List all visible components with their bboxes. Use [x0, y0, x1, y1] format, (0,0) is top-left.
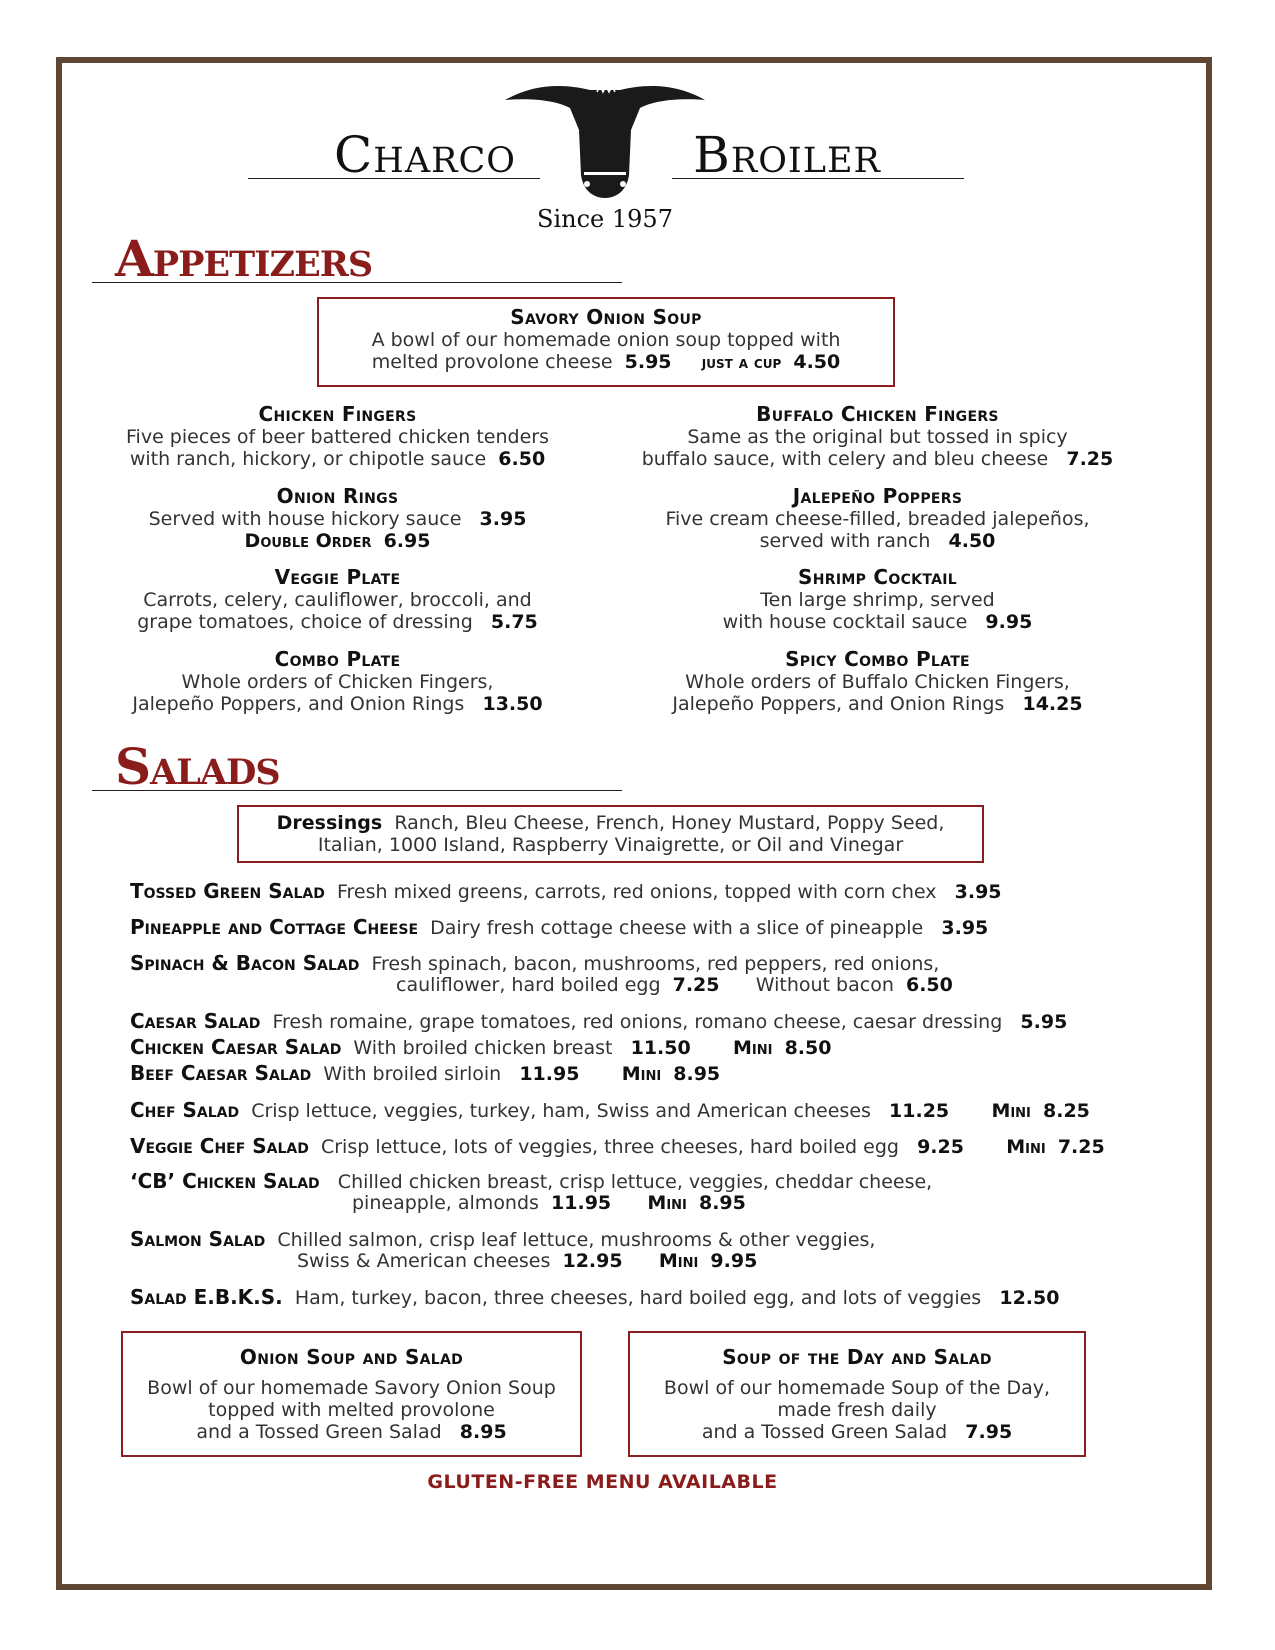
- combo-name: Soup of the Day and Salad: [722, 1345, 992, 1369]
- item-price: 7.25: [1066, 448, 1114, 470]
- item-price: 4.50: [948, 530, 996, 552]
- item-desc: grape tomatoes, choice of dressing 5.75: [137, 611, 538, 633]
- since-text: Since 1957: [537, 205, 673, 233]
- item-desc: Jalepeño Poppers, and Onion Rings 14.25: [672, 693, 1083, 715]
- cup-label: just a cup: [701, 353, 782, 373]
- combo-desc: topped with melted provolone: [208, 1399, 495, 1421]
- dressings-label: Dressings: [276, 812, 383, 834]
- soup-of-day-salad-box: [628, 1331, 1086, 1457]
- salad-row: Tossed Green Salad Fresh mixed greens, carrots, red onions, topped with corn chex 3.95: [130, 879, 1002, 903]
- item-price: 3.95: [479, 508, 527, 530]
- cup-price: 4.50: [793, 351, 841, 373]
- appetizers-heading: Appetizers: [115, 229, 373, 288]
- gluten-free-note: GLUTEN-FREE MENU AVAILABLE: [427, 1471, 778, 1493]
- item-desc: Served with house hickory sauce 3.95: [148, 508, 527, 530]
- item-price: 5.75: [490, 611, 538, 633]
- item-desc: Jalepeño Poppers, and Onion Rings 13.50: [132, 693, 543, 715]
- salads-rule: [92, 790, 622, 791]
- salad-row-cont: Swiss & American cheeses 12.95 Mini 9.95: [297, 1250, 758, 1272]
- item-desc: Five pieces of beer battered chicken tenders: [126, 426, 549, 448]
- item-price: 14.25: [1022, 693, 1083, 715]
- salad-row: Spinach & Bacon Salad Fresh spinach, bacon, mushrooms, red peppers, red onions,: [130, 951, 940, 975]
- item-desc: Ten large shrimp, served: [760, 589, 995, 611]
- item-name: Shrimp Cocktail: [798, 565, 957, 589]
- item-name: Combo Plate: [274, 647, 401, 671]
- salad-row: Veggie Chef Salad Crisp lettuce, lots of veggies, three cheeses, hard boiled egg 9.25 Mini 7.25: [130, 1134, 1105, 1158]
- dressings-line-1: Dressings Ranch, Bleu Cheese, French, Honey Mustard, Poppy Seed,: [276, 812, 945, 834]
- salads-heading: Salads: [115, 737, 280, 796]
- spicy-combo-item: [620, 647, 1135, 715]
- combo-desc: made fresh daily: [777, 1399, 937, 1421]
- appetizers-rule: [92, 282, 622, 283]
- salad-row: Chef Salad Crisp lettuce, veggies, turkey, ham, Swiss and American cheeses 11.25 Mini 8.25: [130, 1098, 1090, 1122]
- featured-box: [317, 297, 895, 387]
- brand-left: Charco: [334, 126, 516, 184]
- salad-row: Caesar Salad Fresh romaine, grape tomatoes, red onions, romano cheese, caesar dressing 5.95: [130, 1009, 1068, 1033]
- item-desc: with ranch, hickory, or chipotle sauce 6.50: [129, 448, 546, 470]
- brand-left-rule: [248, 178, 540, 179]
- combo-name: Onion Soup and Salad: [239, 1345, 464, 1369]
- brand-right-rule: [672, 178, 964, 179]
- combo-plate-item: [90, 647, 585, 715]
- onion-rings-item: [90, 484, 585, 552]
- item-price: 9.95: [985, 611, 1033, 633]
- brand-right: Broiler: [693, 126, 881, 184]
- salad-row-cont: pineapple, almonds 11.95 Mini 8.95: [352, 1192, 746, 1214]
- featured-price: 5.95: [624, 351, 672, 373]
- dressings-line-2: Italian, 1000 Island, Raspberry Vinaigrette, or Oil and Vinegar: [317, 834, 904, 856]
- item-desc: Carrots, celery, cauliflower, broccoli, and: [143, 589, 532, 611]
- combo-desc: Bowl of our homemade Soup of the Day,: [663, 1377, 1051, 1399]
- featured-desc-2: melted provolone cheese 5.95 just a cup 4.50: [371, 351, 841, 373]
- chicken-fingers-item: [90, 402, 585, 470]
- combo-desc: Bowl of our homemade Savory Onion Soup: [147, 1377, 556, 1399]
- combo-price: 7.95: [965, 1421, 1013, 1443]
- dressings-box: [237, 805, 984, 863]
- salad-row-cont: cauliflower, hard boiled egg 7.25 Without bacon 6.50: [396, 974, 953, 996]
- double-order: Double Order 6.95: [244, 530, 431, 552]
- item-desc: Five cream cheese-filled, breaded jalepeños,: [665, 508, 1090, 530]
- salad-row: ‘CB’ Chicken Salad Chilled chicken breast, crisp lettuce, veggies, cheddar cheese,: [130, 1169, 933, 1193]
- item-desc: Same as the original but tossed in spicy: [687, 426, 1068, 448]
- item-price: 6.50: [498, 448, 546, 470]
- item-price: 13.50: [482, 693, 543, 715]
- combo-desc: and a Tossed Green Salad 7.95: [701, 1421, 1013, 1443]
- item-name: Onion Rings: [276, 484, 399, 508]
- shrimp-cocktail-item: [620, 565, 1135, 633]
- item-name: Spicy Combo Plate: [785, 647, 970, 671]
- salad-row: Beef Caesar Salad With broiled sirloin 11.95 Mini 8.95: [130, 1061, 721, 1085]
- item-desc: Whole orders of Buffalo Chicken Fingers,: [685, 671, 1070, 693]
- combo-price: 8.95: [459, 1421, 507, 1443]
- item-desc: served with ranch 4.50: [759, 530, 996, 552]
- salad-row: Salad E.B.K.S. Ham, turkey, bacon, three cheeses, hard boiled egg, and lots of veggies 12.50: [130, 1285, 1060, 1309]
- salad-row: Salmon Salad Chilled salmon, crisp leaf lettuce, mushrooms & other veggies,: [130, 1227, 876, 1251]
- item-desc: with house cocktail sauce 9.95: [722, 611, 1033, 633]
- onion-soup-salad-box: [121, 1331, 582, 1457]
- featured-name: Savory Onion Soup: [510, 305, 702, 329]
- item-name: Veggie Plate: [274, 565, 401, 589]
- item-desc: Whole orders of Chicken Fingers,: [181, 671, 494, 693]
- salad-row: Chicken Caesar Salad With broiled chicken breast 11.50 Mini 8.50: [130, 1035, 832, 1059]
- item-name: Buffalo Chicken Fingers: [756, 402, 999, 426]
- buffalo-fingers-item: [620, 402, 1135, 470]
- item-name: Chicken Fingers: [258, 402, 417, 426]
- featured-desc-1: A bowl of our homemade onion soup topped with: [371, 329, 841, 351]
- jalepeno-poppers-item: [620, 484, 1135, 552]
- combo-desc: and a Tossed Green Salad 8.95: [196, 1421, 507, 1443]
- veggie-plate-item: [90, 565, 585, 633]
- item-desc: buffalo sauce, with celery and bleu cheese 7.25: [641, 448, 1114, 470]
- salad-row: Pineapple and Cottage Cheese Dairy fresh cottage cheese with a slice of pineapple 3.95: [130, 915, 989, 939]
- item-price: 6.95: [383, 530, 431, 552]
- item-name: Jalepeño Poppers: [792, 484, 963, 508]
